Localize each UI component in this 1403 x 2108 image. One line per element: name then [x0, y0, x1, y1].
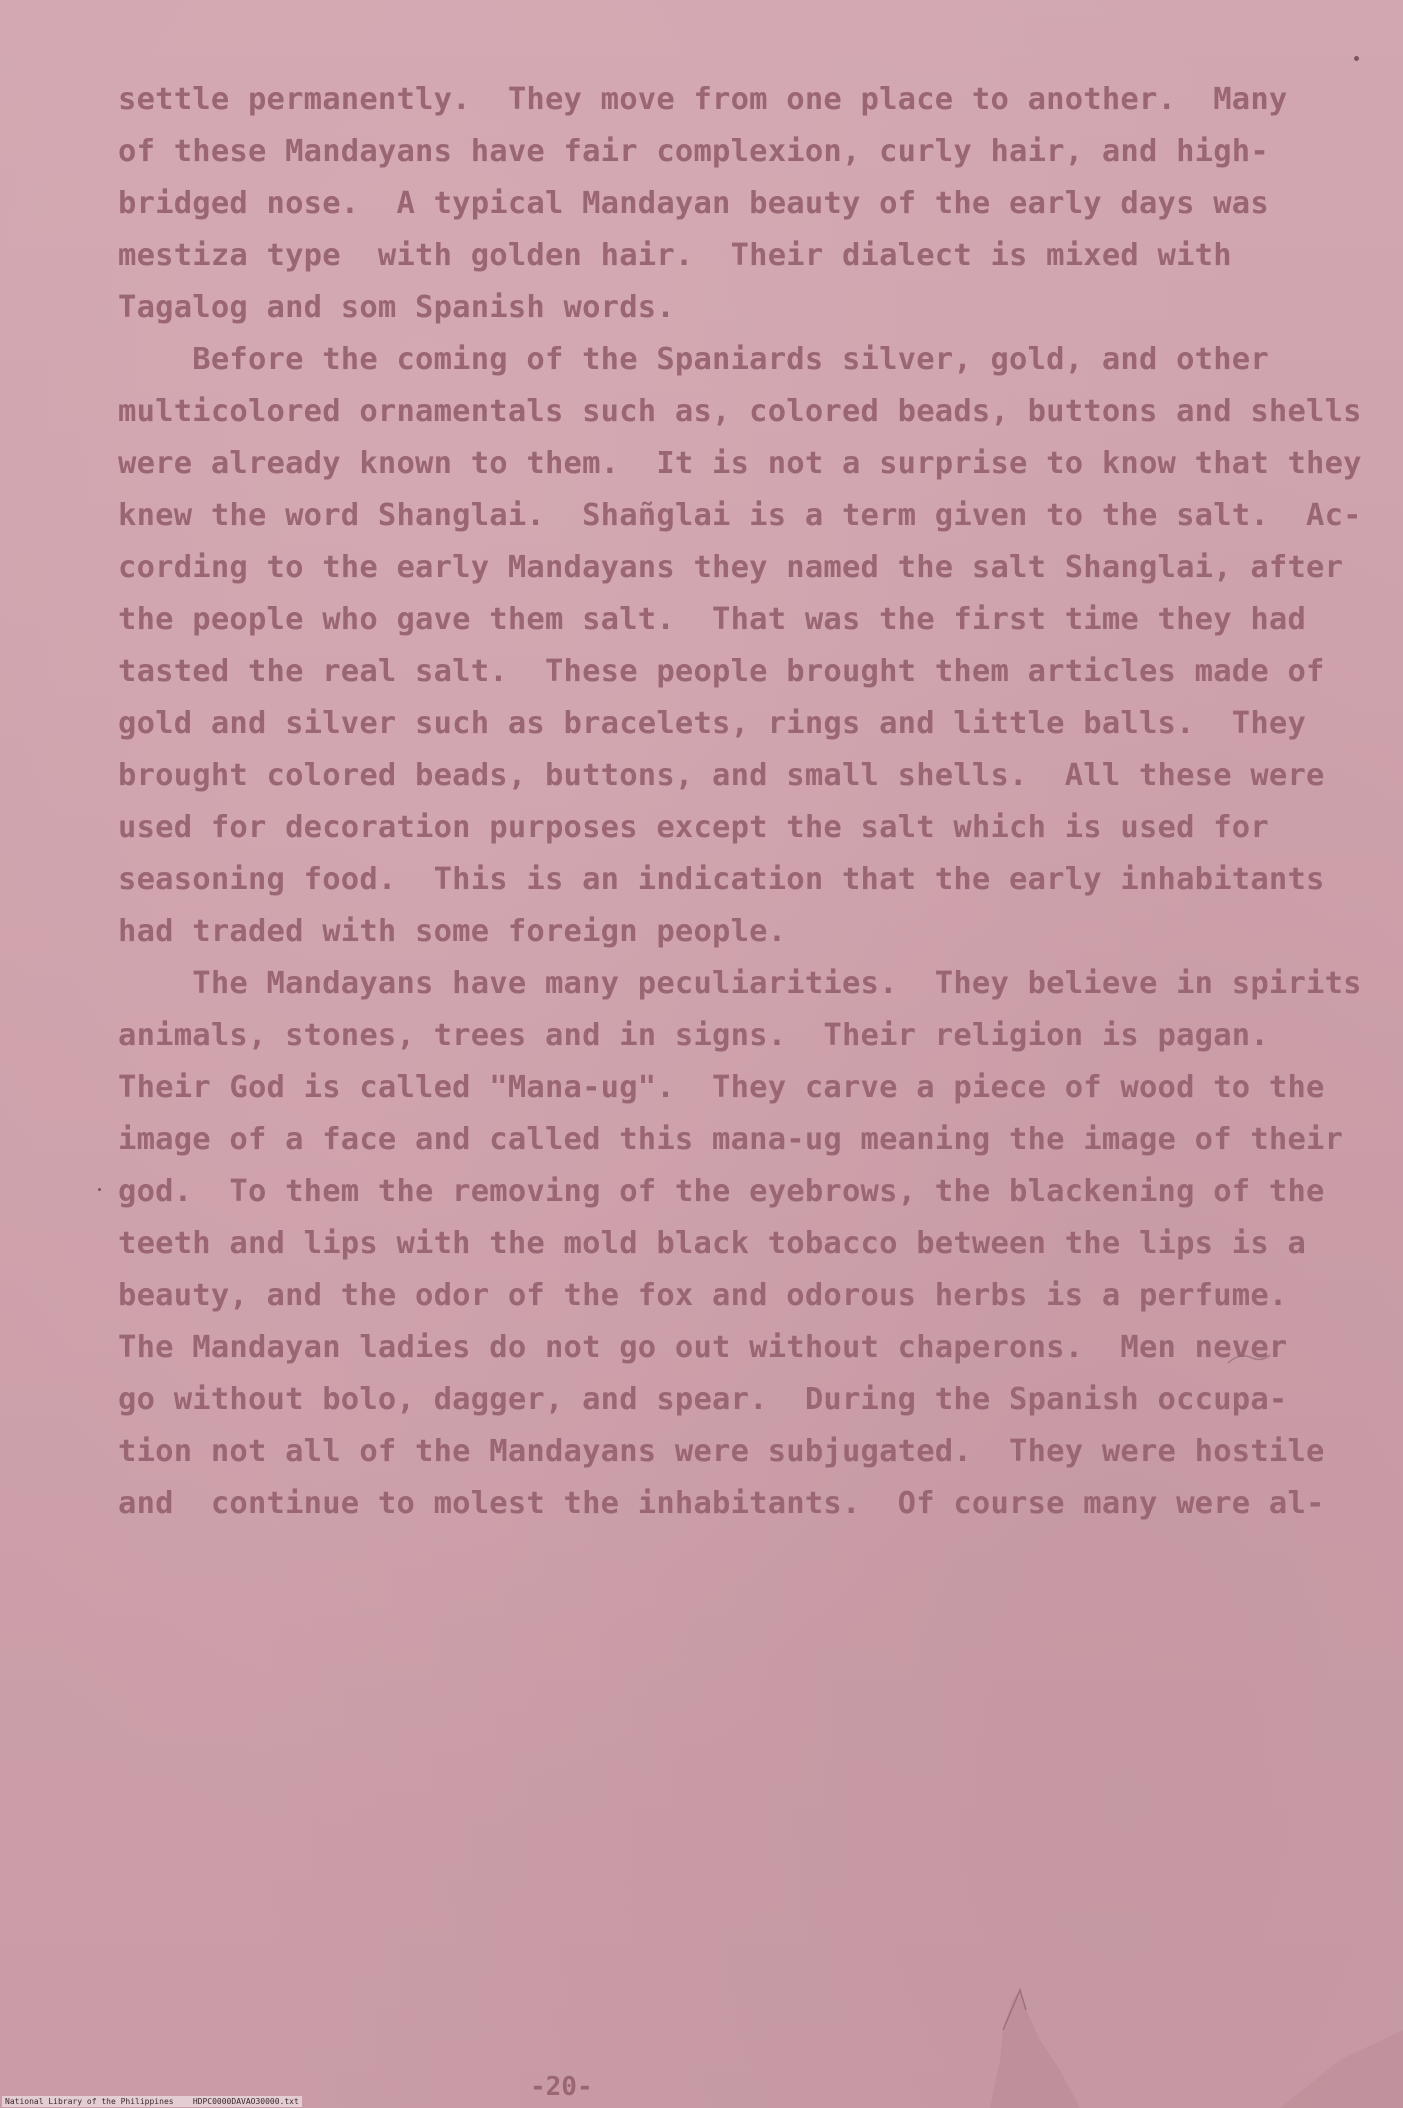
paper-speck: [1354, 56, 1359, 61]
text-line: god. To them the removing of the eyebrows, the blackening of the: [118, 1174, 1325, 1209]
text-line: cording to the early Mandayans they named the salt Shanglai, after: [118, 550, 1344, 585]
text-line: and continue to molest the inhabitants. Of course many were al-: [118, 1486, 1325, 1521]
text-line: settle permanently. They move from one place to another. Many: [118, 82, 1288, 117]
text-line: were already known to them. It is not a surprise to know that they: [118, 446, 1362, 481]
text-line: the people who gave them salt. That was the first time they had: [118, 602, 1307, 637]
text-line: teeth and lips with the mold black tobacco between the lips is a: [118, 1226, 1307, 1261]
text-line: go without bolo, dagger, and spear. During the Spanish occupa-: [118, 1382, 1288, 1417]
text-line: animals, stones, trees and in signs. Their religion is pagan.: [118, 1018, 1269, 1053]
text-line: bridged nose. A typical Mandayan beauty of the early days was: [118, 186, 1269, 221]
text-line: Before the coming of the Spaniards silver, gold, and other: [118, 342, 1269, 377]
text-line: tasted the real salt. These people brought them articles made of: [118, 654, 1325, 689]
text-line: knew the word Shanglai. Shañglai is a term given to the salt. Ac-: [118, 498, 1362, 533]
text-line: brought colored beads, buttons, and small shells. All these were: [118, 758, 1325, 793]
text-line: The Mandayans have many peculiarities. They believe in spirits: [118, 966, 1362, 1001]
text-line: of these Mandayans have fair complexion, curly hair, and high-: [118, 134, 1269, 169]
text-line: seasoning food. This is an indication that the early inhabitants: [118, 862, 1325, 897]
text-line: tion not all of the Mandayans were subjugated. They were hostile: [118, 1434, 1325, 1469]
text-line: The Mandayan ladies do not go out without chaperons. Men never: [118, 1330, 1288, 1365]
text-line: beauty, and the odor of the fox and odorous herbs is a perfume.: [118, 1278, 1288, 1313]
text-line: gold and silver such as bracelets, rings and little balls. They: [118, 706, 1307, 741]
text-line: Tagalog and som Spanish words.: [118, 290, 675, 325]
text-line: multicolored ornamentals such as, colored beads, buttons and shells: [118, 394, 1362, 429]
text-line: image of a face and called this mana-ug meaning the image of their: [118, 1122, 1344, 1157]
page-number: -20-: [530, 2072, 593, 2102]
paper-speck: [98, 1188, 101, 1191]
text-line: had traded with some foreign people.: [118, 914, 787, 949]
archive-footer: National Library of the Philippines HDPC0000DAVAO30000.txt: [2, 2096, 302, 2107]
text-line: used for decoration purposes except the salt which is used for: [118, 810, 1269, 845]
text-line: mestiza type with golden hair. Their dialect is mixed with: [118, 238, 1232, 273]
text-line: Their God is called "Mana-ug". They carve a piece of wood to the: [118, 1070, 1325, 1105]
